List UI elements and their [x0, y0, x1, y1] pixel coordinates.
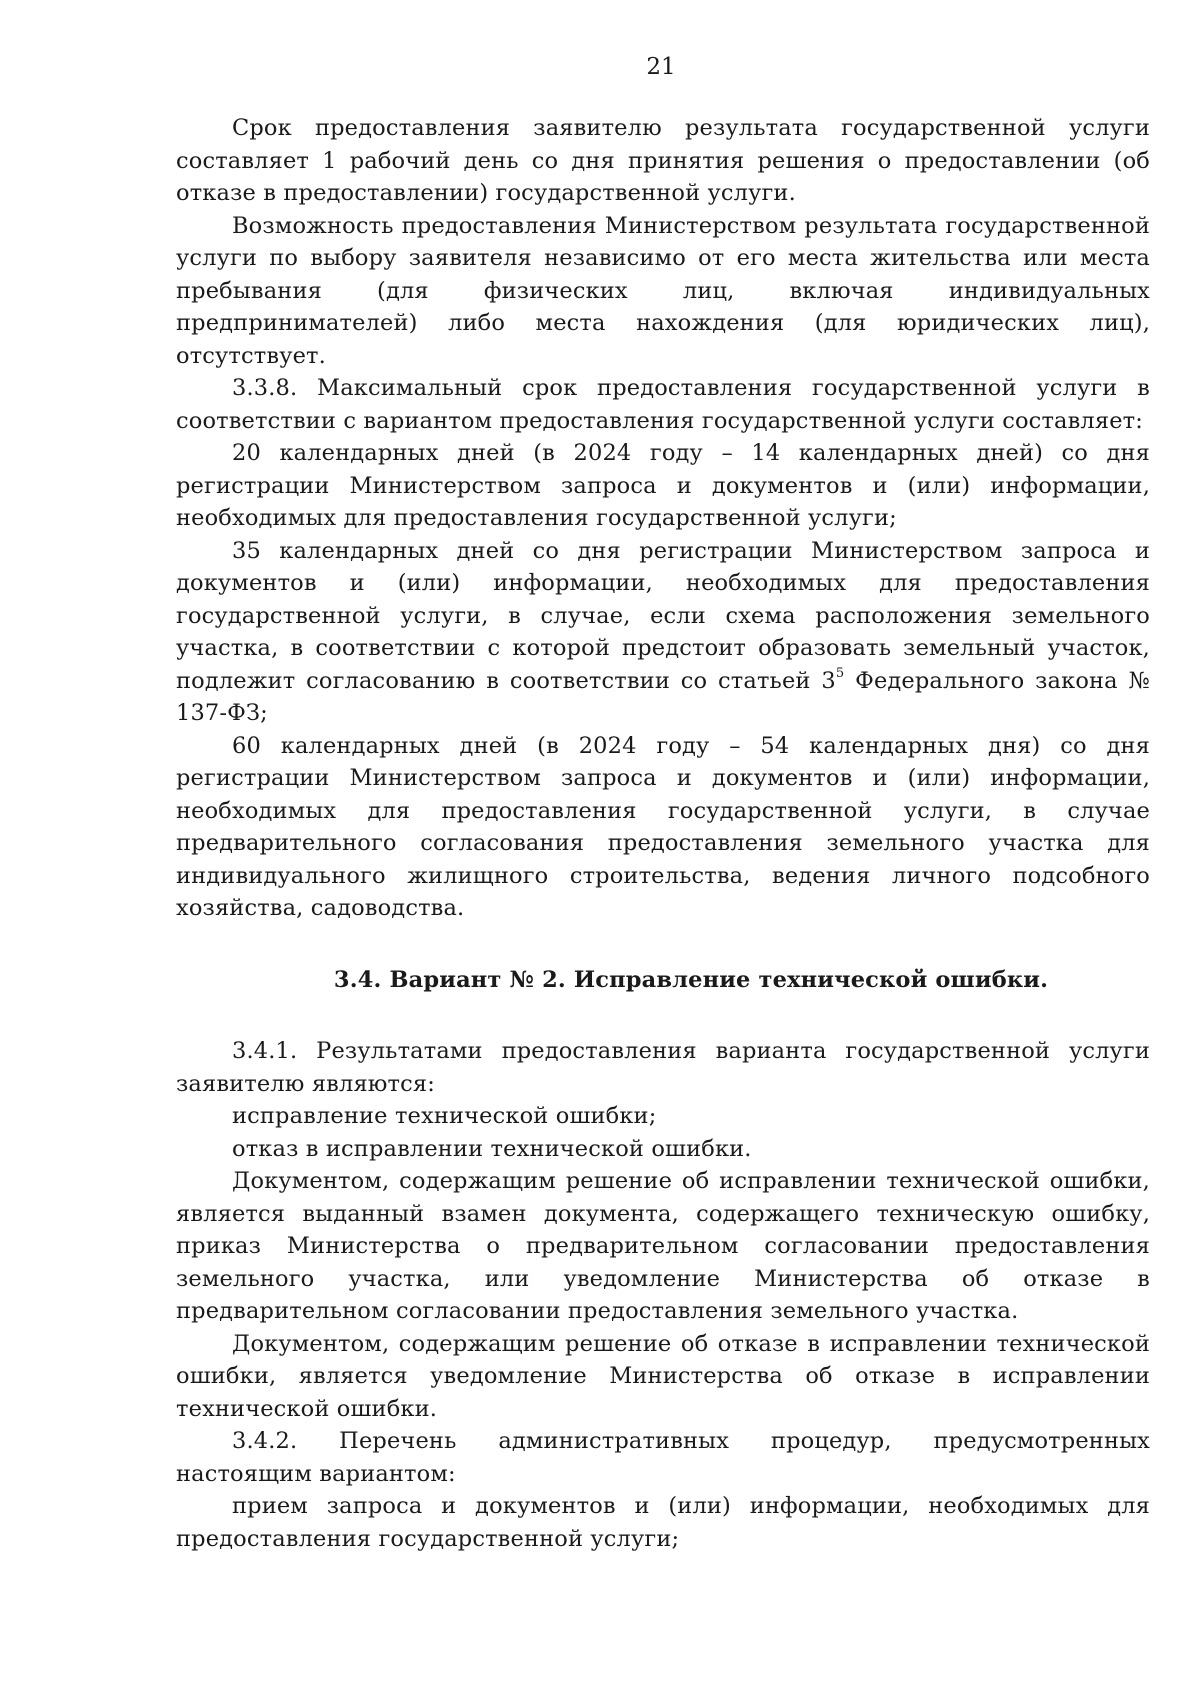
superscript-5: 5 — [835, 665, 845, 681]
paragraph-extraterritorial: Возможность предоставления Министерством результата государственной услуги по выбору заявителя независимо от его места жительства или места пребывания (для физических лиц, включая индивидуальных предпринимателей) либо места нахождения (для юридических лиц), отсутствует. — [176, 212, 1150, 369]
page-number: 21 — [646, 54, 676, 80]
paragraph-correction-document: Документом, содержащим решение об исправлении технической ошибки, является выданный взамен документа, содержащего техническую ошибку, приказ Министерства о предварительном согласовании предоставления земельного участка, или уведомление Министерства об отказе в предварительном согласовании предоставления земельного участка. — [176, 1168, 1150, 1324]
paragraph-20-days: 20 календарных дней (в 2024 году – 14 календарных дней) со дня регистрации Министерством запроса и документов и (или) информации, необходимых для предоставления государственной услуги; — [176, 440, 1150, 531]
paragraph-result-term: Срок предоставления заявителю результата государственной услуги составляет 1 рабочий день со дня принятия решения о предоставлении (об отказе в предоставлении) государственной услуги. — [176, 115, 1150, 206]
paragraph-refusal-document: Документом, содержащим решение об отказе в исправлении технической ошибки, является уведомление Министерства об отказе в исправлении технической ошибки. — [176, 1330, 1150, 1422]
paragraph-3-3-8: 3.3.8. Максимальный срок предоставления государственной услуги в соответствии с вариантом предоставления государственной услуги составляет: — [176, 375, 1150, 434]
document-body — [176, 112, 1150, 1555]
paragraph-3-4-2: 3.4.2. Перечень административных процедур, предусмотренных настоящим вариантом: — [176, 1428, 1150, 1487]
paragraph-3-4-1: 3.4.1. Результатами предоставления варианта государственной услуги заявителю являются: — [176, 1038, 1150, 1097]
paragraph-35-days-tail: Федерального закона № 137-ФЗ; — [176, 667, 1151, 726]
paragraph-60-days: 60 календарных дней (в 2024 году – 54 календарных дня) со дня регистрации Министерством запроса и документов и (или) информации, необходимых для предоставления государственной услуги, в случае предварительного согласования предоставления земельного участка для индивидуального жилищного строительства, ведения личного подсобного хозяйства, садоводства. — [176, 732, 1150, 921]
list-item-refusal: отказ в исправлении технической ошибки. — [232, 1135, 752, 1162]
paragraph-request-intake: прием запроса и документов и (или) информации, необходимых для предоставления государственной услуги; — [176, 1493, 1150, 1552]
list-item-correction: исправление технической ошибки; — [232, 1103, 657, 1129]
paragraph-35-days — [176, 535, 1150, 730]
section-heading-3-4: 3.4. Вариант № 2. Исправление технической ошибки. — [333, 966, 1049, 993]
paragraph-35-days-text: 35 календарных дней со дня регистрации Министерством запроса и документов и (или) информации, необходимых для предоставления государственной услуги, в случае, если схема расположения земельного участка, в соответствии с которой предстоит образовать земельный участок, подлежит согласованию в соответствии со статьей 3 — [176, 537, 1150, 694]
